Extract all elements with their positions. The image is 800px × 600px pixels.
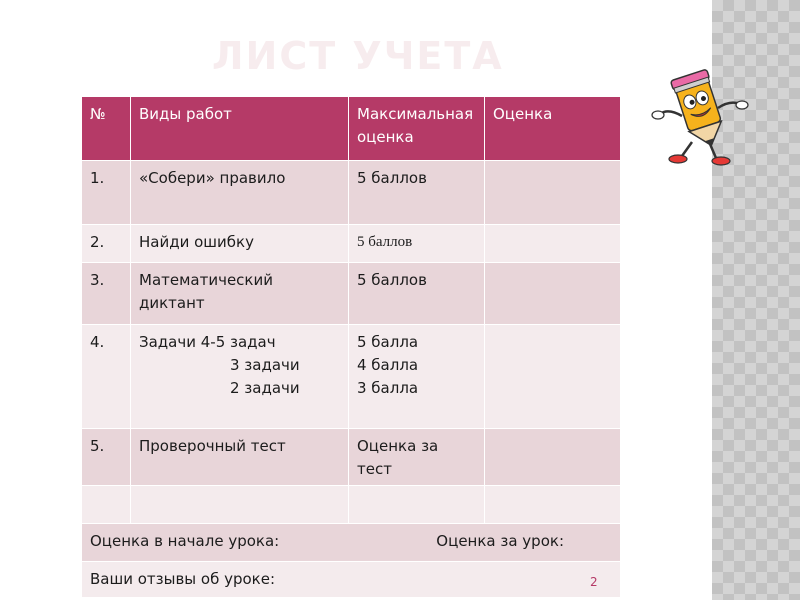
cell-grade[interactable] [485, 225, 621, 263]
header-work-type: Виды работ [131, 97, 349, 161]
table-row [82, 263, 621, 325]
pencil-leg [710, 144, 716, 158]
start-grade-label: Оценка в начале урока: [90, 532, 280, 550]
cell-grade[interactable] [485, 325, 621, 429]
cell-number: 5. [82, 429, 131, 486]
task-line: 2 задачи [230, 379, 300, 397]
cell-max-grade: 5 баллов [349, 161, 485, 225]
slide-title: ЛИСТ УЧЕТА [212, 34, 504, 78]
cell-work-type [131, 486, 349, 524]
table-row [82, 486, 621, 524]
header-grade: Оценка [485, 97, 621, 161]
table-row [82, 161, 621, 225]
cell-number: 3. [82, 263, 131, 325]
table-row [82, 325, 621, 429]
pencil-mascot-image [646, 64, 752, 170]
table-header-row [82, 97, 621, 161]
pencil-body [670, 69, 729, 151]
table-row [82, 429, 621, 486]
lesson-grade-label: Оценка за урок: [436, 532, 564, 550]
cell-max-grade: 5 баллов [349, 263, 485, 325]
score-table [81, 96, 621, 598]
cell-max-grade [349, 486, 485, 524]
task-line: 3 задачи [230, 356, 300, 374]
cell-max-grade [349, 325, 485, 429]
cell-work-type: Найди ошибку [131, 225, 349, 263]
cell-grade[interactable] [485, 429, 621, 486]
cell-max-grade: 5 баллов [349, 225, 485, 263]
page-number: 2 [590, 575, 598, 589]
footer-grade-row [82, 524, 621, 562]
header-max-grade: Максимальная оценка [349, 97, 485, 161]
cell-work-type: Математический диктант [131, 263, 349, 325]
cell-max-grade: Оценка за тест [349, 429, 485, 486]
cell-number: 2. [82, 225, 131, 263]
cell-work-type: Проверочный тест [131, 429, 349, 486]
table-row [82, 225, 621, 263]
cell-grade[interactable] [485, 263, 621, 325]
feedback-row [82, 562, 621, 598]
task-line: Задачи 4-5 задач [139, 333, 276, 351]
footer-grade-cell [82, 524, 621, 562]
cell-work-type: «Собери» правило [131, 161, 349, 225]
feedback-label: Ваши отзывы об уроке: [82, 562, 621, 598]
cell-number: 1. [82, 161, 131, 225]
pencil-leg [682, 142, 692, 156]
grade-line: 4 балла [357, 356, 419, 374]
grade-line: 3 балла [357, 379, 419, 397]
grade-line: 5 балла [357, 333, 419, 351]
cell-grade[interactable] [485, 486, 621, 524]
cell-grade[interactable] [485, 161, 621, 225]
cell-number: 4. [82, 325, 131, 429]
cell-number [82, 486, 131, 524]
cell-work-type [131, 325, 349, 429]
header-number: № [82, 97, 131, 161]
